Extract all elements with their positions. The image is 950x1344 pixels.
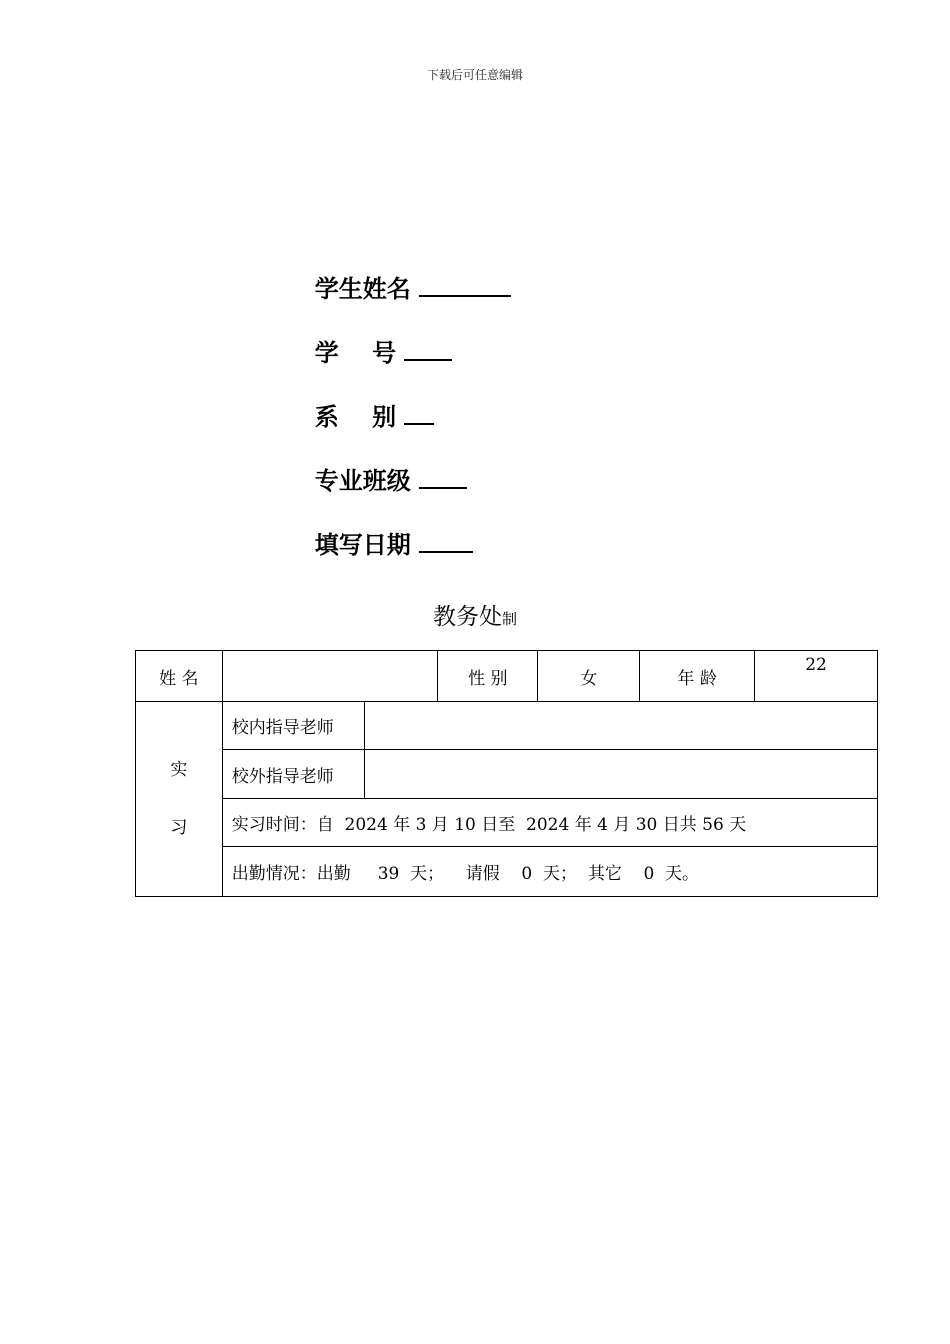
outer-advisor-value-cell[interactable] xyxy=(364,750,877,799)
inner-advisor-label-cell: 校内指导老师 xyxy=(222,702,364,750)
department-blank[interactable] xyxy=(404,401,434,425)
student-name-blank[interactable] xyxy=(419,273,511,297)
internship-label-bottom: 习 xyxy=(170,818,188,838)
fill-date-blank[interactable] xyxy=(419,529,473,553)
internship-label-top: 实 xyxy=(170,760,188,780)
issuer-suffix: 制 xyxy=(501,610,517,628)
student-name-field xyxy=(298,243,511,304)
major-class-blank[interactable] xyxy=(419,465,467,489)
issuer-line xyxy=(0,598,950,631)
internship-label-cell xyxy=(136,702,223,897)
name-value-cell[interactable] xyxy=(222,651,438,702)
internship-info-table xyxy=(135,650,878,897)
issuer-main: 教务处 xyxy=(432,604,502,630)
table-row xyxy=(136,750,878,799)
table-row xyxy=(136,799,878,847)
table-row xyxy=(136,702,878,750)
student-id-blank[interactable] xyxy=(404,337,452,361)
major-class-field xyxy=(298,435,467,496)
fill-date-field xyxy=(298,499,473,560)
name-label-cell: 姓 名 xyxy=(136,651,223,702)
header-note: 下载后可任意编辑 xyxy=(426,68,523,82)
inner-advisor-value-cell[interactable] xyxy=(364,702,877,750)
table-row xyxy=(136,651,878,702)
age-label-cell: 年 龄 xyxy=(640,651,755,702)
age-value-cell[interactable]: 22 xyxy=(755,651,878,702)
gender-label-cell: 性 别 xyxy=(438,651,538,702)
department-label: 系 别 xyxy=(314,403,397,431)
gender-value-cell[interactable]: 女 xyxy=(538,651,640,702)
department-field xyxy=(298,371,434,432)
outer-advisor-label-cell: 校外指导老师 xyxy=(222,750,364,799)
internship-period-cell[interactable]: 实习时间：自 2024 年 3 月 10 日至 2024 年 4 月 30 日共 56 天 xyxy=(222,799,877,847)
student-name-label: 学生姓名 xyxy=(314,275,411,303)
major-class-label: 专业班级 xyxy=(314,467,411,495)
student-id-label: 学 号 xyxy=(314,339,397,367)
attendance-cell[interactable]: 出勤情况：出勤 39 天； 请假 0 天； 其它 0 天。 xyxy=(222,847,877,897)
table-row xyxy=(136,847,878,897)
fill-date-label: 填写日期 xyxy=(314,531,411,559)
student-id-field xyxy=(298,307,452,368)
